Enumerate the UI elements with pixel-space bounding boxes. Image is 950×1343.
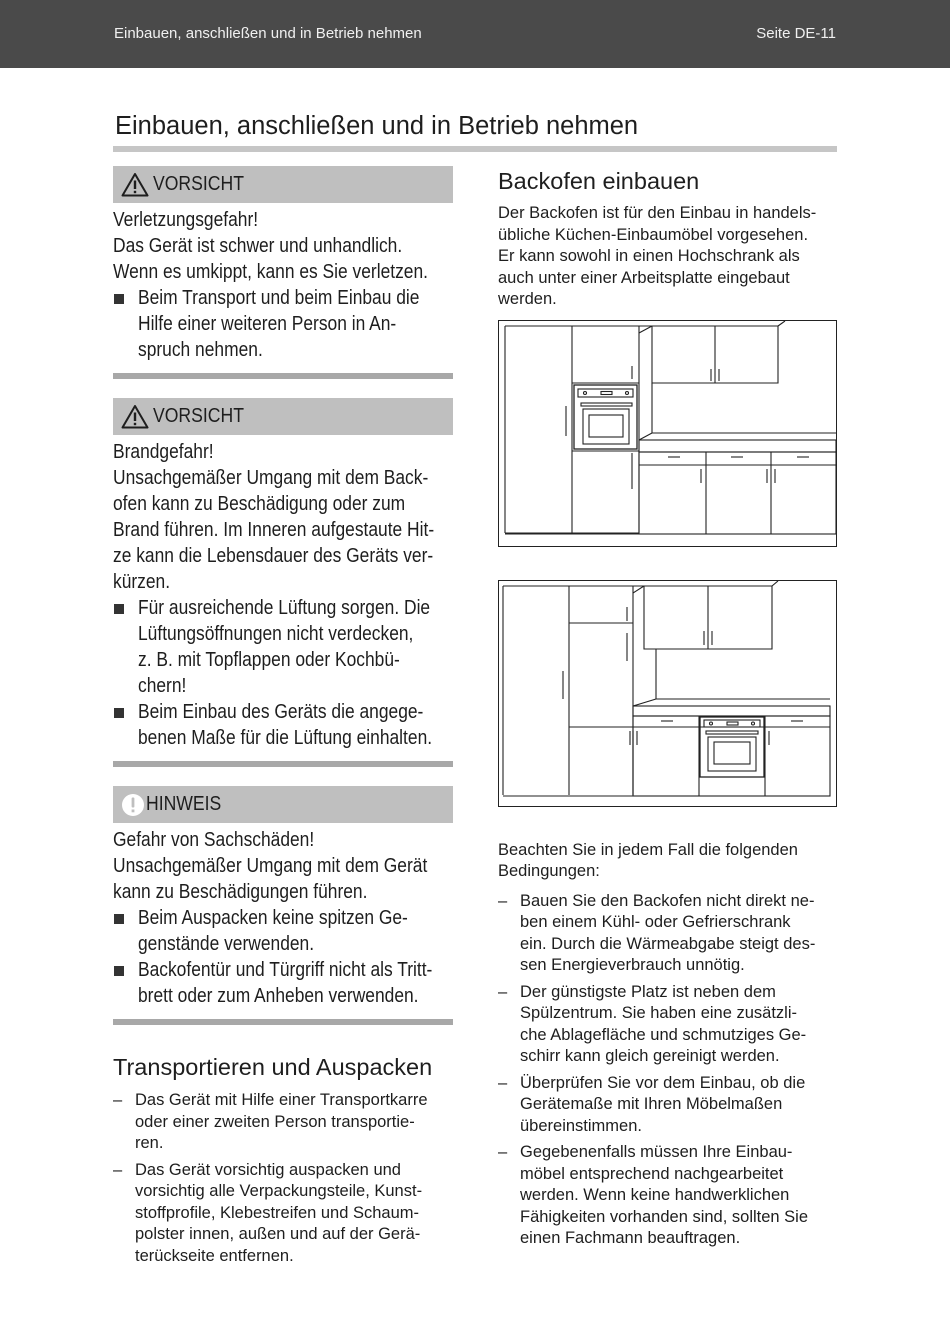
list-item: – Überprüfen Sie vor dem Einbau, ob die Gerätemaße mit Ihren Möbelmaßen übereinstimmen. bbox=[498, 1073, 806, 1135]
list-item: – Das Gerät vorsichtig auspacken und vorsichtig alle Verpackungsteile, Kunst- stoffprofile, Klebestreifen und Schaum- polster innen, außen und auf der Gerä- terückseite entfernen. bbox=[113, 1160, 423, 1265]
notice-bullet: Für ausreichende Lüftung sorgen. Die Lüftungsöffnungen nicht verdecken, z. B. mit Topflappen oder Kochbü- chern! bbox=[113, 595, 453, 699]
exclamation-circle-icon bbox=[120, 792, 146, 818]
list-item: – Der günstigste Platz ist neben dem Spülzentrum. Sie haben eine zusätzli- che Ablagefläche und schmutziges Ge- schirr kann gleich gereinigt werden. bbox=[498, 982, 807, 1065]
notice-text: Brand führen. Im Inneren aufgestaute Hit- bbox=[113, 519, 435, 541]
notice-header bbox=[113, 786, 453, 823]
notice-label: VORSICHT bbox=[153, 405, 244, 427]
notice-text: ofen kann zu Beschädigung oder zum bbox=[113, 493, 406, 515]
kitchen-tall-cabinet-illustration bbox=[498, 320, 837, 547]
backofen-heading: Backofen einbauen bbox=[498, 168, 700, 194]
bullet-square-icon bbox=[114, 604, 124, 614]
notice-vorsicht-injury bbox=[113, 166, 453, 379]
notice-text: Wenn es umkippt, kann es Sie verletzen. bbox=[113, 261, 428, 283]
notice-label: VORSICHT bbox=[153, 173, 244, 195]
notice-vorsicht-fire bbox=[113, 398, 453, 767]
notice-header bbox=[113, 166, 453, 203]
list-item: – Das Gerät mit Hilfe einer Transportkarre oder einer zweiten Person transportie- ren. bbox=[113, 1091, 428, 1152]
notice-text: kürzen. bbox=[113, 571, 171, 593]
conditions-intro: Beachten Sie in jedem Fall die folgenden Bedingungen: bbox=[498, 840, 798, 880]
notice-footer-rule bbox=[113, 1019, 453, 1025]
notice-bullet: Beim Auspacken keine spitzen Ge- genstände verwenden. bbox=[113, 905, 453, 957]
header-section-title: Einbauen, anschließen und in Betrieb nehmen bbox=[114, 25, 422, 42]
notice-text: Das Gerät ist schwer und unhandlich. bbox=[113, 235, 403, 257]
right-column bbox=[498, 166, 838, 1255]
left-column bbox=[113, 166, 453, 1272]
notice-bullet: Beim Transport und beim Einbau die Hilfe einer weiteren Person in An- spruch nehmen. bbox=[113, 285, 453, 363]
bullet-square-icon bbox=[114, 966, 124, 976]
notice-text: Unsachgemäßer Umgang mit dem Back- bbox=[113, 467, 429, 489]
bullet-square-icon bbox=[114, 914, 124, 924]
bullet-square-icon bbox=[114, 294, 124, 304]
notice-hinweis bbox=[113, 786, 453, 1025]
notice-text: Brandgefahr! bbox=[113, 441, 214, 463]
page-title: Einbauen, anschließen und in Betrieb nehmen bbox=[115, 112, 639, 140]
header-page-number: Seite DE-11 bbox=[756, 25, 836, 42]
kitchen-under-counter-illustration bbox=[498, 580, 837, 807]
backofen-intro: Der Backofen ist für den Einbau in handels- übliche Küchen-Einbaumöbel vorgesehen. Er kann sowohl in einen Hochschrank als auch unter einer Arbeitsplatte eingebaut werden. bbox=[498, 204, 817, 308]
transport-heading: Transportieren und Auspacken bbox=[113, 1054, 433, 1080]
notice-bullet: Beim Einbau des Geräts die angege- benen Maße für die Lüftung einhalten. bbox=[113, 699, 453, 751]
warning-triangle-icon bbox=[120, 172, 150, 198]
notice-footer-rule bbox=[113, 761, 453, 767]
notice-text: Unsachgemäßer Umgang mit dem Gerät bbox=[113, 855, 428, 877]
page-header bbox=[0, 0, 950, 68]
bullet-square-icon bbox=[114, 708, 124, 718]
notice-bullet: Backofentür und Türgriff nicht als Tritt- brett oder zum Anheben verwenden. bbox=[113, 957, 453, 1009]
list-item: – Gegebenenfalls müssen Ihre Einbau- möbel entsprechend nachgearbeitet werden. Wenn keine handwerklichen Fähigkeiten vorhanden sind, sollten Sie einen Fachmann beauftragen. bbox=[498, 1143, 809, 1247]
notice-text: Verletzungsgefahr! bbox=[113, 209, 259, 231]
warning-triangle-icon bbox=[120, 404, 150, 430]
notice-text: ze kann die Lebensdauer des Geräts ver- bbox=[113, 545, 434, 567]
notice-footer-rule bbox=[113, 373, 453, 379]
list-item: – Bauen Sie den Backofen nicht direkt ne- ben einem Kühl- oder Gefrierschrank ein. Durch die Wärmeabgabe steigt des- sen Energieverbrauch unnötig. bbox=[498, 891, 816, 974]
notice-text: kann zu Beschädigungen führen. bbox=[113, 881, 368, 903]
title-underline bbox=[113, 146, 837, 152]
notice-header bbox=[113, 398, 453, 435]
notice-label: HINWEIS bbox=[146, 793, 222, 815]
notice-text: Gefahr von Sachschäden! bbox=[113, 829, 315, 851]
